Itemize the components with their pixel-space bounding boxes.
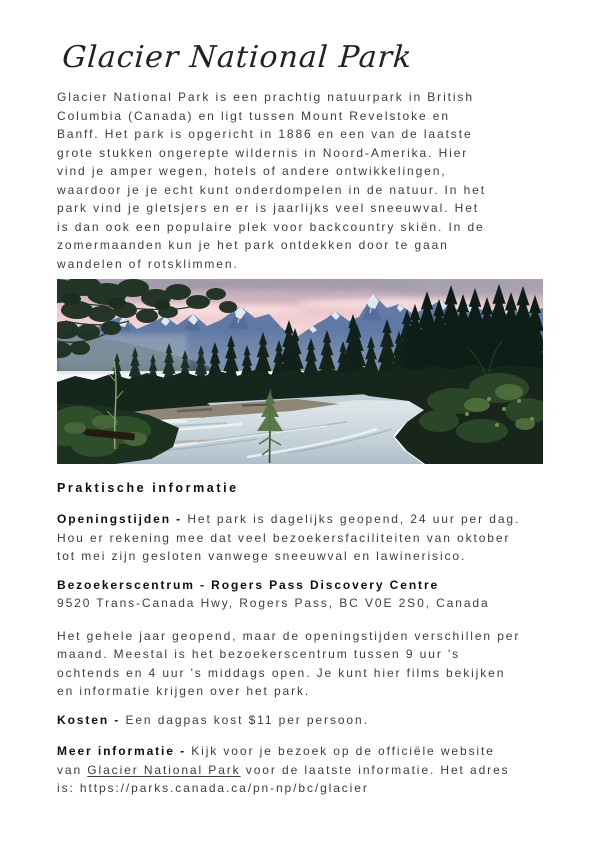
section-heading-praktische-informatie: Praktische informatie: [57, 481, 239, 495]
page-title: Glacier National Park: [61, 40, 414, 75]
intro-line: is dan ook een populaire plek voor backcountry skiën. In de: [57, 219, 485, 234]
text-line: Het gehele jaar geopend, maar de openingstijden verschillen per: [57, 628, 521, 643]
text-line: maand. Meestal is het bezoekerscentrum tussen 9 uur 's: [57, 647, 461, 661]
intro-line: wandelen of rotsklimmen.: [57, 256, 239, 271]
glacier-park-link[interactable]: Glacier National Park: [87, 762, 241, 777]
visitor-centre-address: 9520 Trans-Canada Hwy, Rogers Pass, BC V0E 2S0, Canada: [57, 596, 490, 610]
text-line: tot mei zijn gesloten vanwege sneeuwval en lawinerisico.: [57, 549, 467, 563]
costs-paragraph: [57, 711, 543, 730]
text-line: Kosten - Een dagpas kost $11 per persoon.: [57, 712, 369, 727]
park-photo: [57, 279, 543, 464]
opening-hours-label: Openingstijden -: [57, 512, 188, 526]
intro-line: grote stukken ongerepte wildernis in Noord-Amerika. Hier: [57, 145, 469, 160]
intro-line: Banff. Het park is opgericht in 1886 en een van de laatste: [57, 127, 473, 141]
more-info-label: Meer informatie -: [57, 744, 192, 758]
visitor-centre-label: Bezoekerscentrum - Rogers Pass Discovery Centre: [57, 577, 440, 592]
text-line: Hou er rekening mee dat veel bezoekersfaciliteiten van oktober: [57, 530, 511, 545]
intro-line: vind je amper wegen, hotels of andere ontwikkelingen,: [57, 164, 447, 178]
text-line: is: https://parks.canada.ca/pn-np/bc/glacier: [57, 781, 369, 795]
text-line: en informatie krijgen over het park.: [57, 684, 311, 698]
text-line: van Glacier National Park voor de laatste informatie. Het adres: [57, 762, 510, 777]
intro-line: park vind je gletsjers en er is jaarlijks veel sneeuwval. Het: [57, 201, 480, 215]
text-line: Openingstijden - Het park is dagelijks geopend, 24 uur per dag.: [57, 512, 521, 526]
more-info-paragraph: [57, 742, 543, 798]
text-line: Meer informatie - Kijk voor je bezoek op de officiële website: [57, 744, 495, 758]
intro-paragraph: [57, 88, 543, 273]
costs-label: Kosten -: [57, 712, 126, 727]
visitor-centre-block: [57, 576, 543, 613]
intro-line: Glacier National Park is een prachtig natuurpark in British: [57, 90, 474, 104]
intro-line: waardoor je je echt kunt onderdompelen in de natuur. In het: [57, 182, 486, 197]
opening-hours-paragraph: [57, 510, 543, 566]
park-photo-illustration: [57, 279, 543, 464]
text-line: ochtends en 4 uur 's middags open. Je kunt hier films bekijken: [57, 665, 506, 680]
intro-line: zomermaanden kun je het park ontdekken door te gaan: [57, 238, 449, 252]
intro-line: Columbia (Canada) en ligt tussen Mount Revelstoke en: [57, 108, 450, 123]
visitor-centre-hours-paragraph: [57, 627, 543, 701]
